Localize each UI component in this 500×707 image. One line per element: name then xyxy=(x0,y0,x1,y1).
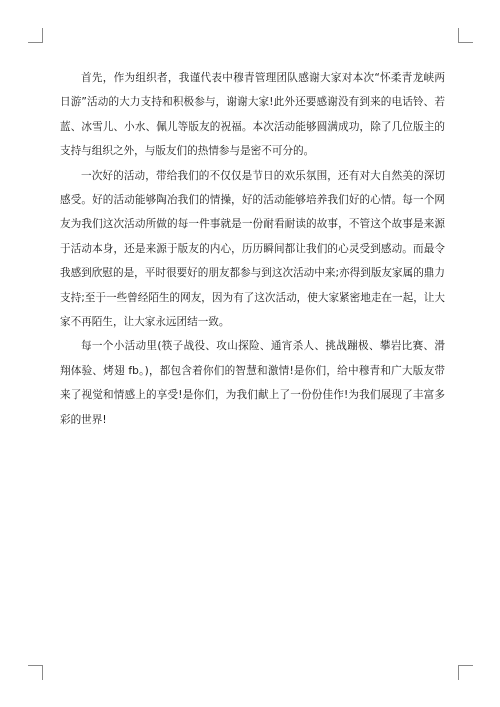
crop-mark-top-left xyxy=(28,28,43,43)
crop-mark-bottom-right xyxy=(458,665,473,680)
crop-mark-bottom-left xyxy=(28,665,43,680)
paragraph-thanks: 首先，作为组织者，我谨代表中穆青管理团队感谢大家对本次“怀柔青龙峡两日游”活动的大力支持和积极参与，谢谢大家!此外还要感谢没有到来的电话铃、若蓝、冰雪儿、小水、佩儿等版友的祝福。本次活动能够圆满成功，除了几位版主的支持与组织之外，与版友们的热情参与是密不可分的。 xyxy=(60,72,445,158)
paragraph-activity-meaning: 一次好的活动，带给我们的不仅仅是节日的欢乐氛围，还有对大自然美的深切感受。好的活动能够陶冶我们的情操，好的活动能够培养我们好的心情。每一个网友为我们这次活动所做的每一件事就是一份耐看耐读的故事，不管这个故事是来源于活动本身，还是来源于版友的内心，历历瞬间都让我们的心灵受到感动。而最令我感到欣慰的是，平时很要好的朋友都参与到这次活动中来;亦得到版友家属的鼎力支持;至于一些曾经陌生的网友，因为有了这次活动，使大家紧密地走在一起，让大家不再陌生，让大家永远团结一致。 xyxy=(60,169,445,329)
document-body xyxy=(60,66,445,432)
crop-mark-top-right xyxy=(458,28,473,43)
paragraph-sub-activities: 每一个小活动里(筷子战役、攻山探险、通宵杀人、挑战蹦极、攀岩比赛、滑翔体验、烤翅 fb。)，都包含着你们的智慧和激情!是你们，给中穆青和广大版友带来了视觉和情感上的享受!是你们，为我们献上了一份份佳作!为我们展现了丰富多彩的世界! xyxy=(60,340,445,426)
